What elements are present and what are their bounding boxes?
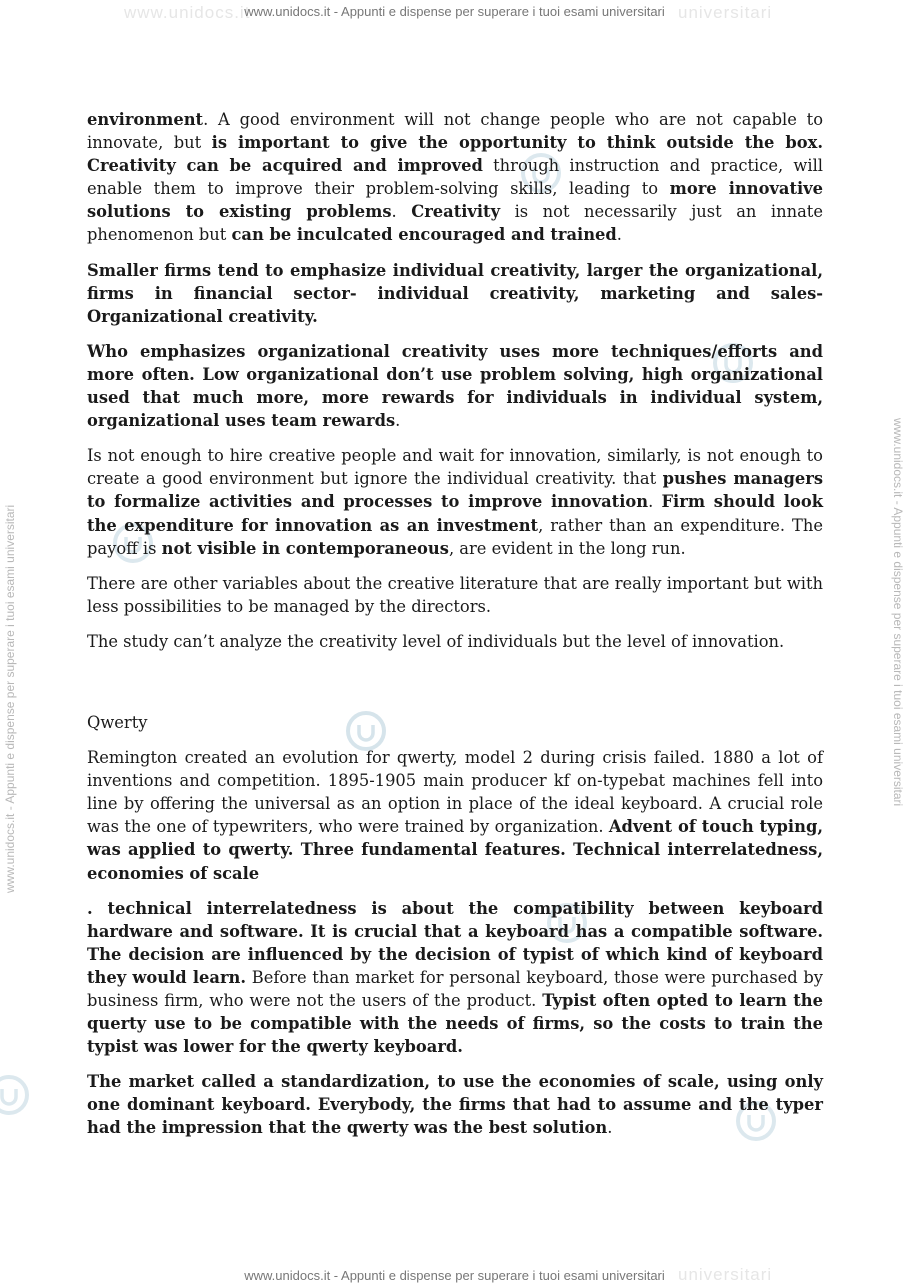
watermark-footer: www.unidocs.it - Appunti e dispense per superare i tuoi esami universitari [244, 1268, 665, 1283]
paragraph [87, 897, 823, 1059]
text-run: Remington created an evolution for qwerty, model 2 during crisis failed. 1880 a lot of inventions and competition. 1895-1905 main producer kf on-typebat machines fell into line by offering the universal as an option in place of the ideal keyboard. A crucial role was the one of typewriters, who were trained by organization. [87, 748, 823, 837]
paragraph [87, 572, 823, 618]
paragraph [87, 444, 823, 559]
watermark-side-right: www.unidocs.it - Appunti e dispense per superare i tuoi esami universitari [891, 418, 905, 807]
text-run: There are other variables about the creative literature that are really important but with less possibilities to be managed by the directors. [87, 573, 823, 616]
text-run: . [395, 411, 401, 431]
section-heading: Qwerty [87, 712, 148, 732]
bold-text-run: pushes managers to formalize activities and processes to improve innovation [87, 469, 823, 512]
bold-text-run: Firm should look the expenditure for innovation as an investment [87, 492, 823, 535]
bold-text-run: not visible in contemporaneous [161, 538, 449, 558]
bold-text-run: Who emphasizes organizational creativity uses more techniques/efforts and more often. Low organizational don’t use problem solving, high organizational used that much more, more rewards for individuals in individual system, organizational uses team rewards [87, 341, 823, 431]
bold-text-run: Creativity [411, 202, 501, 222]
bold-text-run: can be inculcated encouraged and trained [231, 225, 617, 245]
paragraph [87, 1070, 823, 1139]
paragraph [87, 340, 823, 432]
text-run: . A good environment will not change people who are not capable to innovate, but [87, 110, 823, 153]
bold-text-run: more innovative solutions to existing problems [87, 179, 823, 222]
watermark-side-left: www.unidocs.it - Appunti e dispense per superare i tuoi esami universitari [3, 504, 17, 893]
text-run: , rather than an expenditure. The payoff is [87, 515, 823, 558]
text-run: . [391, 202, 412, 222]
paragraph [87, 746, 823, 885]
text-run: , are evident in the long run. [448, 538, 686, 558]
text-run: The study can’t analyze the creativity level of individuals but the level of innovation. [87, 631, 785, 651]
text-run: . [616, 225, 622, 245]
watermark-ghost-bottom-right: universitari [678, 1265, 773, 1284]
watermark-ghost-top-right: universitari [678, 3, 773, 22]
watermark-header: www.unidocs.it - Appunti e dispense per superare i tuoi esami universitari [244, 4, 665, 19]
paragraph [87, 108, 823, 247]
text-run: Is not enough to hire creative people and wait for innovation, similarly, is not enough to create a good environment but ignore the individual creativity. that [87, 446, 823, 489]
bold-text-run: Advent of touch typing, was applied to qwerty. Three fundamental features. Technical interrelatedness, economies of scale [87, 817, 823, 883]
watermark-ghost-top-left: www.unidocs.it [124, 3, 251, 22]
paragraph [87, 259, 823, 328]
paragraph [87, 630, 823, 653]
bold-text-run: The market called a standardization, to use the economies of scale, using only one dominant keyboard. Everybody, the firms that had to assume and the typer had the impression that the qwerty was the best solution [87, 1072, 823, 1138]
bold-text-run: is important to give the opportunity to think outside the box. Creativity can be acquired and improved [87, 133, 823, 176]
text-run: through instruction and practice, will enable them to improve their problem-solving skills, leading to [87, 156, 823, 199]
document-body [87, 108, 823, 1152]
text-run: Before than market for personal keyboard, those were purchased by business firm, who were not the users of the product. [87, 967, 823, 1010]
bold-text-run: Typist often opted to learn the querty use to be compatible with the needs of firms, so the costs to train the typist was lower for the qwerty keyboard. [87, 991, 823, 1057]
bold-text-run: Smaller firms tend to emphasize individual creativity, larger the organizational, firms in financial sector- individual creativity, marketing and sales-Organizational creativity. [87, 260, 823, 326]
unidocs-logo-icon [0, 1072, 32, 1118]
bold-text-run: . technical interrelatedness is about the compatibility between keyboard hardware and software. It is crucial that a keyboard has a compatible software. The decision are influenced by the decision of typist of which kind of keyboard they would learn. [87, 898, 823, 987]
text-run: . [607, 1118, 613, 1138]
bold-text-run: environment [87, 110, 204, 129]
text-run: . [648, 492, 662, 512]
text-run: is not necessarily just an innate phenomenon but [87, 202, 823, 245]
